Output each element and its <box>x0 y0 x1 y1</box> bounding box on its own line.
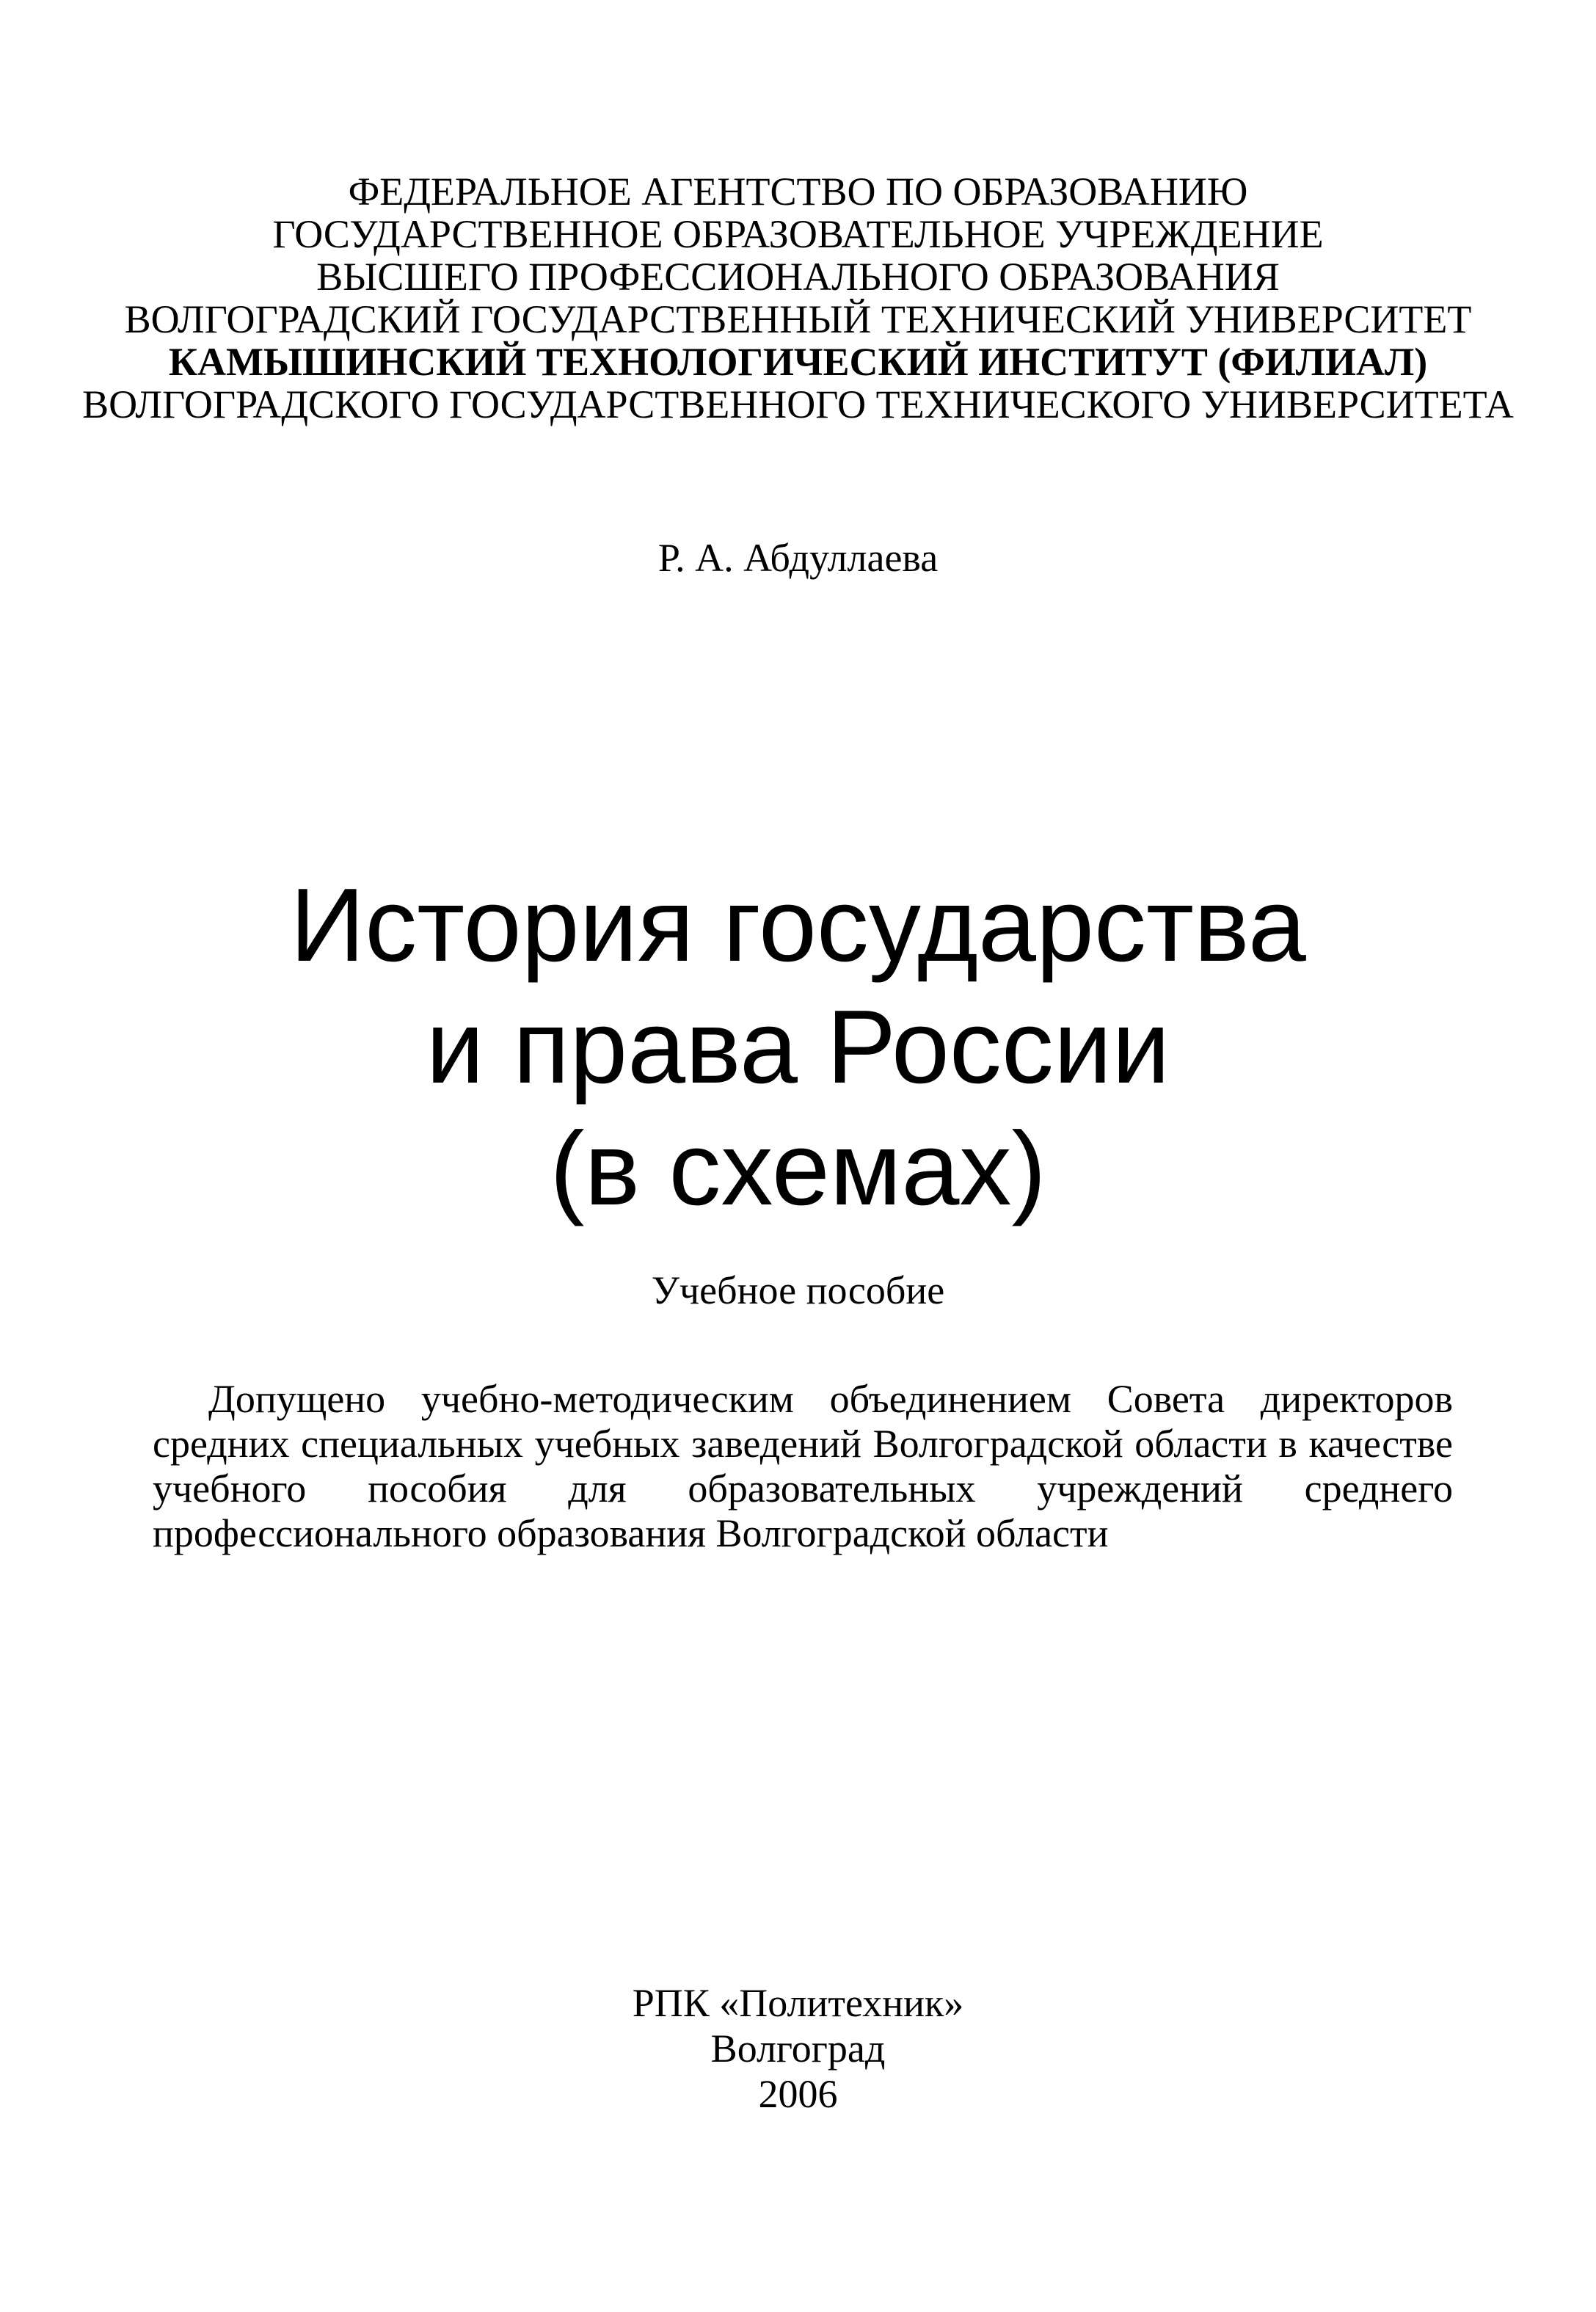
header-line-institution: ГОСУДАРСТВЕННОЕ ОБРАЗОВАТЕЛЬНОЕ УЧРЕЖДЕНИЕ <box>272 212 1324 256</box>
title-line-3: (в схемах) <box>550 1110 1046 1227</box>
header-line-education-level: ВЫСШЕГО ПРОФЕССИОНАЛЬНОГО ОБРАЗОВАНИЯ <box>316 255 1280 299</box>
book-type: Учебное пособие <box>651 1268 945 1312</box>
publication-year: 2006 <box>758 2072 838 2116</box>
header-line-agency: ФЕДЕРАЛЬНОЕ АГЕНТСТВО ПО ОБРАЗОВАНИЮ <box>348 170 1248 214</box>
publication-city: Волгоград <box>710 2026 886 2071</box>
publisher: РПК «Политехник» <box>632 1981 964 2025</box>
title-line-2: и права России <box>426 989 1170 1105</box>
header-line-university: ВОЛГОГРАДСКИЙ ГОСУДАРСТВЕННЫЙ ТЕХНИЧЕСКИЙ УНИВЕРСИТЕТ <box>124 297 1472 341</box>
header-line-parent-university: ВОЛГОГРАДСКОГО ГОСУДАРСТВЕННОГО ТЕХНИЧЕСКОГО УНИВЕРСИТЕТА <box>82 382 1514 426</box>
institution-header <box>0 170 1596 426</box>
book-title <box>0 865 1596 1230</box>
author-name: Р. А. Абдуллаева <box>657 536 939 580</box>
approval-statement: Допущено учебно-методическим объединением Совета директоров средних специальных учебных заведений Волгоградской области в качестве учебного пособия для образовательных учреждений среднего профессионального образования Волгоградской области <box>153 1377 1453 1555</box>
header-line-branch: КАМЫШИНСКИЙ ТЕХНОЛОГИЧЕСКИЙ ИНСТИТУТ (ФИЛИАЛ) <box>168 340 1428 384</box>
imprint <box>0 1980 1596 2117</box>
title-line-1: История государства <box>290 867 1306 984</box>
